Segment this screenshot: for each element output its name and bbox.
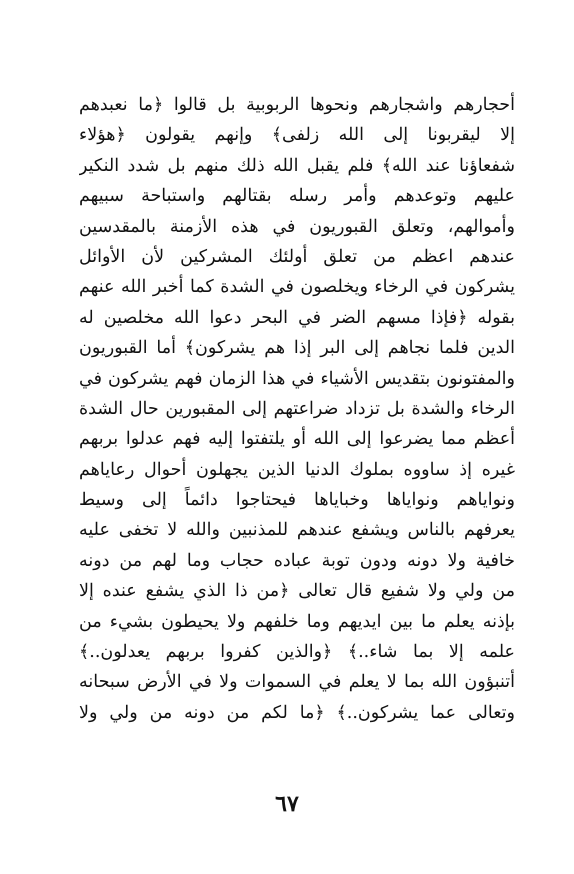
- text-line: أعظم مما يضرعوا إلى الله أو يلتفتوا إليه فهم عدلوا بربهم: [79, 429, 515, 450]
- text-line: وأموالهم، وتعلق القبوريون في هذه الأزمنة بالمقدسين: [79, 216, 515, 237]
- text-line: إلا ليقربونا إلى الله زلفى﴾ وإنهم يقولون ﴿هؤلاء: [79, 125, 515, 146]
- text-line: غيره إذ ساووه بملوك الدنيا الذين يجهلون أحوال رعاياهم: [79, 459, 515, 480]
- text-line: أتنبؤون الله بما لا يعلم في السموات ولا في الأرض سبحانه: [79, 672, 515, 693]
- text-line: الدين فلما نجاهم إلى البر إذا هم يشركون﴾ أما القبوريون: [79, 338, 515, 359]
- text-line: من ولي ولا شفيع قال تعالى ﴿من ذا الذي يشفع عنده إلا: [79, 581, 515, 602]
- text-line: خافية ولا دونه ودون توبة عباده حجاب وما لهم من دونه: [79, 550, 515, 571]
- text-line: بقوله ﴿فإذا مسهم الضر في البحر دعوا الله مخلصين له: [79, 307, 515, 328]
- text-line: علمه إلا بما شاء..﴾ ﴿والذين كفروا بربهم يعدلون..﴾: [79, 642, 515, 663]
- text-line: يشركون في الرخاء ويخلصون في الشدة كما أخبر الله عنهم: [79, 277, 515, 298]
- text-line: عليهم وتوعدهم وأمر رسله بقتالهم واستباحة سبيهم: [79, 186, 515, 207]
- body-text: [79, 90, 515, 728]
- text-line: والمفتونون بتقديس الأشياء في هذا الزمان فهم يشركون في: [79, 368, 515, 389]
- text-line: أحجارهم واشجارهم ونحوها الربوبية بل قالوا ﴿ما نعبدهم: [79, 95, 515, 115]
- text-line: ونواياهم ونواياها وخباياها فيحتاجوا دائماً إلى وسيط: [79, 490, 515, 511]
- text-line: الرخاء والشدة بل تزداد ضراعتهم إلى المقبورين حال الشدة: [79, 398, 515, 419]
- text-line: وتعالى عما يشركون..﴾ ﴿ما لكم من دونه من ولي ولا: [79, 702, 515, 723]
- text-line: بإذنه يعلم ما بين ايديهم وما خلفهم ولا يحيطون بشيء من: [79, 611, 515, 632]
- text-line: شفعاؤنا عند الله﴾ فلم يقبل الله ذلك منهم بل شدد النكير: [79, 155, 515, 176]
- page-number: ٦٧: [275, 791, 299, 817]
- text-line: عندهم اعظم من تعلق أولئك المشركين لأن الأوائل: [79, 246, 515, 267]
- text-line: يعرفهم بالناس ويشفع عندهم للمذنبين والله لا تخفى عليه: [79, 520, 515, 541]
